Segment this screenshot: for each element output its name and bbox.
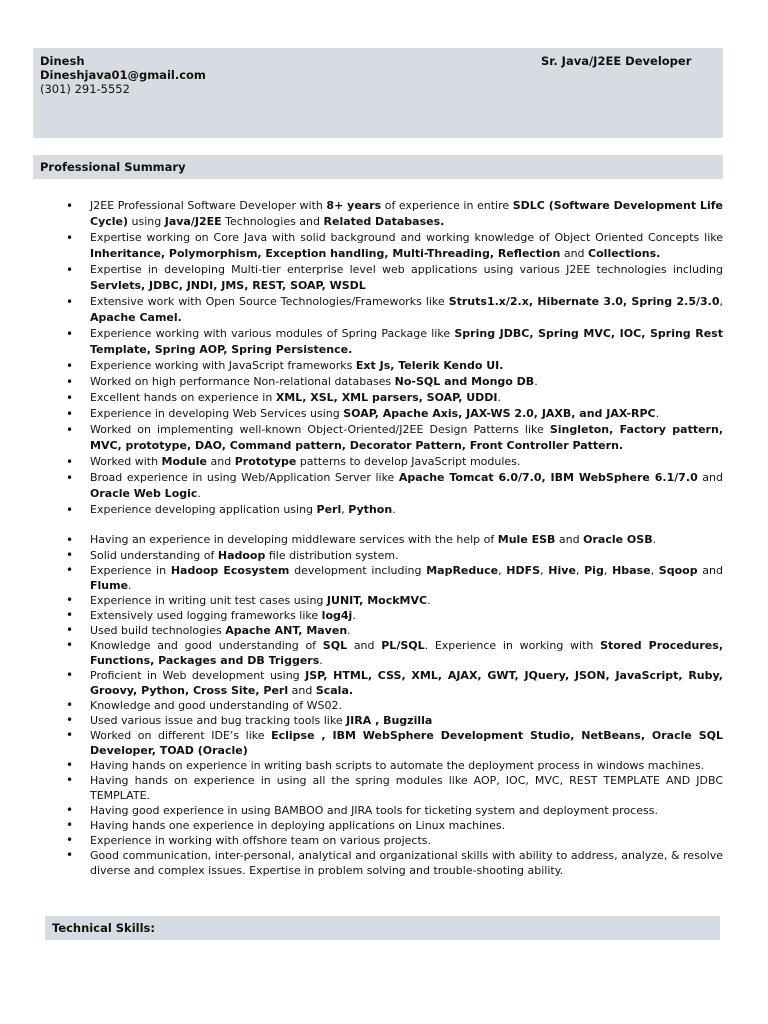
summary-item: [60, 713, 723, 728]
summary-keyword: Servlets, JDBC, JNDI, JMS, REST, SOAP, WSDL: [90, 279, 366, 292]
summary-item: [60, 698, 723, 713]
summary-keyword: Oracle OSB: [583, 533, 653, 546]
summary-keyword: Stored Procedures, Functions, Packages and DB Triggers: [90, 639, 723, 667]
summary-text: .: [352, 609, 356, 622]
summary-item: [60, 454, 723, 470]
summary-text: .: [319, 654, 323, 667]
summary-item: [60, 390, 723, 406]
summary-keyword: Python: [348, 503, 393, 516]
summary-keyword: Ext Js, Telerik Kendo UI.: [355, 359, 504, 372]
summary-list: [60, 198, 723, 878]
summary-item: [60, 833, 723, 848]
summary-keyword: MapReduce: [426, 564, 499, 577]
summary-text: Having good experience in using BAMBOO and JIRA tools for ticketing system and deployment process.: [90, 804, 658, 817]
summary-text: .: [197, 487, 201, 500]
summary-item: [60, 548, 723, 563]
summary-keyword: Pig: [584, 564, 604, 577]
summary-item: [60, 294, 723, 326]
summary-text: ,: [719, 295, 723, 308]
summary-text: Having hands one experience in deploying applications on Linux machines.: [90, 819, 506, 832]
summary-keyword: Flume: [90, 579, 129, 592]
summary-keyword: Apache Tomcat 6.0/7.0, IBM WebSphere 6.1/7.0: [398, 471, 698, 484]
summary-item: [60, 803, 723, 818]
summary-text: and: [555, 533, 584, 546]
summary-text: J2EE Professional Software Developer with: [90, 199, 327, 212]
summary-text: .: [347, 624, 351, 637]
summary-keyword: Java/J2EE: [164, 215, 222, 228]
summary-text: patterns to develop JavaScript modules.: [296, 455, 521, 468]
summary-keyword: Eclipse , IBM WebSphere Development Studio, NetBeans, Oracle SQL Developer, TOAD (Oracle): [90, 729, 723, 757]
summary-keyword: Sqoop: [658, 564, 698, 577]
summary-keyword: Struts1.x/2.x, Hibernate 3.0, Spring 2.5/3.0: [448, 295, 720, 308]
summary-keyword: SDLC (Software Development Life Cycle): [90, 199, 723, 228]
summary-item: [60, 848, 723, 878]
summary-keyword: 8+ years: [326, 199, 382, 212]
summary-text: .: [427, 594, 431, 607]
summary-text: ,: [575, 564, 585, 577]
summary-keyword: Inheritance, Polymorphism, Exception handling, Multi-Threading, Reflection: [90, 247, 561, 260]
summary-item: [60, 470, 723, 502]
summary-text: and: [288, 684, 316, 697]
summary-keyword: Mule ESB: [497, 533, 556, 546]
summary-text: Experience working with JavaScript frameworks: [90, 359, 356, 372]
summary-text: Extensively used logging frameworks like: [90, 609, 322, 622]
summary-item: [60, 198, 723, 230]
summary-text: Used build technologies: [90, 624, 226, 637]
summary-item: [60, 818, 723, 833]
summary-item: [60, 668, 723, 698]
summary-text: Having hands on experience in using all the spring modules like AOP, IOC, MVC, REST TEMPLATE AND JDBC TEMPLATE.: [90, 774, 723, 802]
summary-text: and: [697, 471, 723, 484]
summary-item: [60, 563, 723, 593]
summary-keyword: Scala.: [315, 684, 354, 697]
summary-keyword: Hadoop: [217, 549, 266, 562]
summary-text: Worked on high performance Non-relational databases: [90, 375, 395, 388]
summary-text: Having hands on experience in writing bash scripts to automate the deployment process in windows machines.: [90, 759, 705, 772]
summary-item: [60, 262, 723, 294]
summary-text: Proficient in Web development using: [90, 669, 306, 682]
professional-summary-heading: Professional Summary: [33, 155, 723, 179]
summary-item: [60, 758, 723, 773]
summary-item: [60, 358, 723, 374]
summary-text: .: [655, 407, 660, 420]
summary-keyword: XML, XSL, XML parsers, SOAP, UDDI: [275, 391, 498, 404]
summary-item: [60, 502, 723, 518]
summary-text: and: [697, 564, 724, 577]
summary-item: [60, 532, 723, 548]
summary-item: [60, 230, 723, 262]
summary-text: of experience in entire: [381, 199, 513, 212]
summary-keyword: JUNIT, MockMVC: [326, 594, 428, 607]
summary-keyword: Module: [161, 455, 207, 468]
summary-text: Experience developing application using: [90, 503, 317, 516]
summary-text: and: [207, 455, 235, 468]
summary-text: .: [652, 533, 657, 546]
summary-text: Expertise in developing Multi-tier enterprise level web applications using various J2EE technologies including: [90, 263, 723, 276]
summary-text: Knowledge and good understanding of WS02.: [90, 699, 342, 712]
summary-text: Worked on different IDE’s like: [90, 729, 272, 742]
summary-keyword: No-SQL and Mongo DB: [394, 375, 535, 388]
resume-header: [33, 48, 723, 138]
summary-keyword: SQL: [322, 639, 348, 652]
summary-item: [60, 623, 723, 638]
summary-keyword: SOAP, Apache Axis, JAX-WS 2.0, JAXB, and JAX-RPC: [343, 407, 656, 420]
summary-keyword: HDFS: [506, 564, 541, 577]
summary-text: Technologies and: [221, 215, 324, 228]
candidate-name: Dinesh: [40, 54, 85, 68]
summary-text: Worked on implementing well-known Object-Oriented/J2EE Design Patterns like: [90, 423, 550, 436]
summary-text: ,: [341, 503, 349, 516]
summary-keyword: Spring JDBC, Spring MVC, IOC, Spring Rest Template, Spring AOP, Spring Persistence.: [90, 327, 723, 356]
summary-text: Having an experience in developing middleware services with the help of: [90, 533, 498, 546]
summary-text: .: [128, 579, 132, 592]
summary-text: Broad experience in using Web/Application Server like: [90, 471, 399, 484]
summary-text: .: [534, 375, 538, 388]
summary-keyword: PL/SQL: [381, 639, 425, 652]
summary-text: Worked with: [90, 455, 162, 468]
summary-text: Experience in developing Web Services using: [90, 407, 344, 420]
summary-keyword: Hadoop Ecosystem: [170, 564, 290, 577]
summary-text: ,: [498, 564, 507, 577]
summary-text: .: [392, 503, 396, 516]
summary-keyword: Apache Camel.: [90, 311, 182, 324]
job-title: Sr. Java/J2EE Developer: [541, 54, 692, 68]
summary-keyword: Singleton, Factory pattern, MVC, prototype, DAO, Command pattern, Decorator Pattern, Front Controller Pattern.: [90, 423, 723, 452]
candidate-phone: (301) 291-5552: [40, 82, 130, 96]
summary-text: Extensive work with Open Source Technologies/Frameworks like: [90, 295, 449, 308]
summary-text: Knowledge and good understanding of: [90, 639, 323, 652]
summary-text: development including: [289, 564, 427, 577]
summary-text: using: [128, 215, 165, 228]
summary-text: ,: [650, 564, 659, 577]
summary-keyword: JSP, HTML, CSS, XML, AJAX, GWT, JQuery, JSON, JavaScript, Ruby, Groovy, Python, Cross Site, Perl: [90, 669, 723, 697]
summary-text: Used various issue and bug tracking tools like: [90, 714, 347, 727]
candidate-email: Dineshjava01@gmail.com: [40, 68, 206, 82]
summary-item: [60, 728, 723, 758]
summary-item: [60, 422, 723, 454]
summary-text: Experience in writing unit test cases using: [90, 594, 327, 607]
summary-item: [60, 326, 723, 358]
summary-keyword: JIRA , Bugzilla: [346, 714, 433, 727]
summary-text: ,: [603, 564, 613, 577]
summary-text: file distribution system.: [265, 549, 399, 562]
summary-item: [60, 608, 723, 623]
summary-text: and: [347, 639, 382, 652]
summary-item: [60, 374, 723, 390]
technical-skills-heading: Technical Skills:: [45, 916, 720, 940]
summary-keyword: Prototype: [234, 455, 297, 468]
summary-text: Good communication, inter-personal, analytical and organizational skills with ability to address, analyze, & resolve diverse and complex issues. Expertise in problem solving and trouble-shooting ability.: [90, 849, 723, 877]
summary-keyword: Hbase: [612, 564, 651, 577]
summary-keyword: log4j: [321, 609, 353, 622]
summary-text: ,: [540, 564, 549, 577]
summary-item: [60, 638, 723, 668]
summary-keyword: Collections.: [588, 247, 661, 260]
summary-item: [60, 406, 723, 422]
summary-text: Experience in: [90, 564, 171, 577]
summary-text: Solid understanding of: [90, 549, 218, 562]
summary-keyword: Related Databases.: [323, 215, 445, 228]
summary-text: Experience in working with offshore team on various projects.: [90, 834, 432, 847]
summary-keyword: Hive: [548, 564, 576, 577]
summary-keyword: Oracle Web Logic: [90, 487, 198, 500]
summary-text: Experience working with various modules of Spring Package like: [90, 327, 455, 340]
summary-item: [60, 773, 723, 803]
summary-keyword: Apache ANT, Maven: [225, 624, 348, 637]
summary-text: . Experience in working with: [424, 639, 601, 652]
summary-text: .: [497, 391, 501, 404]
summary-text: Expertise working on Core Java with solid background and working knowledge of Object Oriented Concepts like: [90, 231, 723, 244]
summary-item: [60, 593, 723, 608]
summary-text: and: [560, 247, 589, 260]
summary-keyword: Perl: [316, 503, 342, 516]
summary-text: Excellent hands on experience in: [90, 391, 276, 404]
